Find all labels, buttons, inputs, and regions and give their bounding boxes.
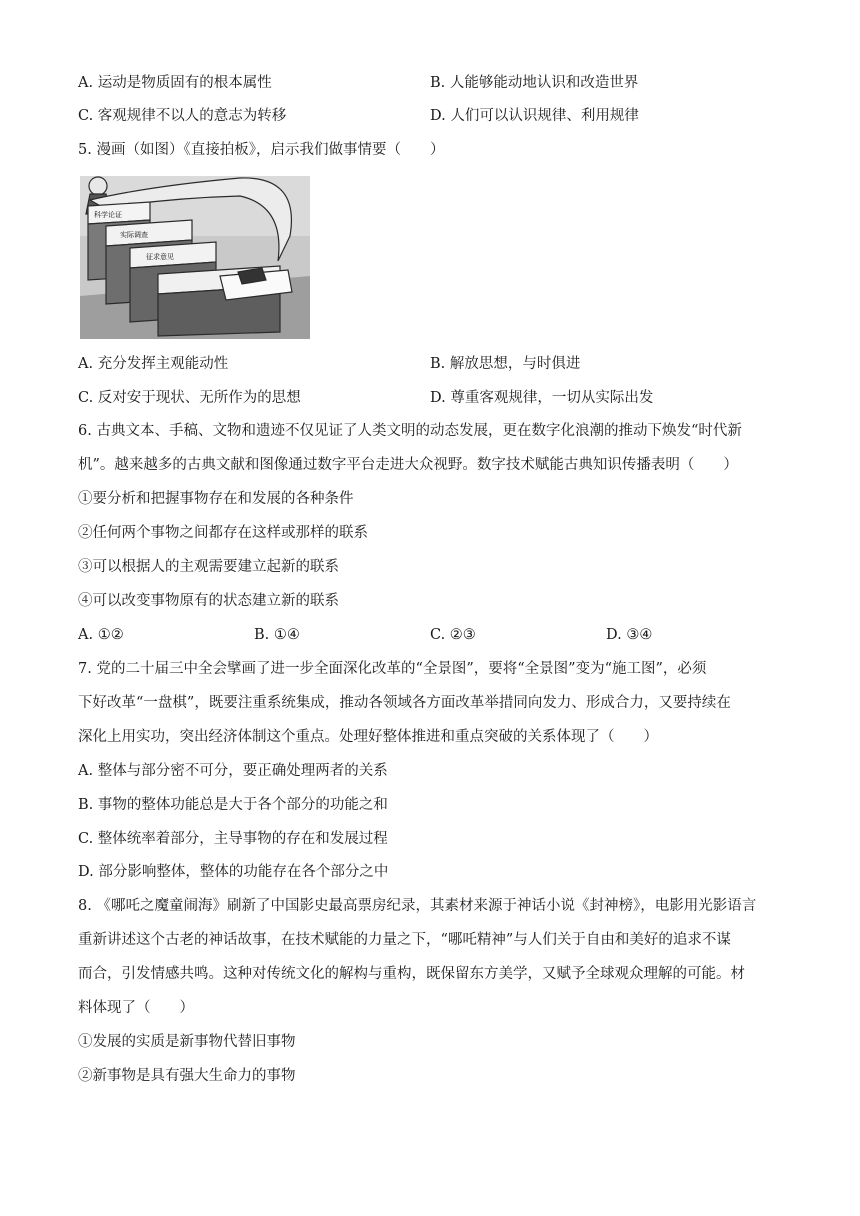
q4-option-a: A. 运动是物质固有的根本属性 [78,75,272,91]
q6-stem-line-2: 机”。越来越多的古典文献和图像通过数字平台走进大众视野。数字技术赋能古典知识传播表明（ ） [78,457,738,473]
q6-option-c: C. ②③ [430,627,476,643]
q4-option-c: C. 客观规律不以人的意志为转移 [78,108,287,124]
q5-option-a: A. 充分发挥主观能动性 [78,356,229,372]
q6-statement-4: ④可以改变事物原有的状态建立新的联系 [78,593,339,609]
q7-stem-line-3: 深化上用实功，突出经济体制这个重点。处理好整体推进和重点突破的关系体现了（ ） [78,729,658,745]
q8-stem-line-1: 8. 《哪吒之魔童闹海》刷新了中国影史最高票房纪录，其素材来源于神话小说《封神榜》，电影用光影语言 [78,898,757,914]
q6-options-row [78,625,778,645]
q7-stem-line-2: 下好改革“一盘棋”，既要注重系统集成，推动各领域各方面改革举措同向发力、形成合力，又要持续在 [78,695,731,711]
cartoon-label-3: 征求意见 [146,253,174,261]
q5-option-d: D. 尊重客观规律，一切从实际出发 [430,390,654,406]
q4-option-b: B. 人能够能动地认识和改造世界 [430,75,639,91]
q6-statement-3: ③可以根据人的主观需要建立起新的联系 [78,559,339,575]
q5-option-b: B. 解放思想，与时俱进 [430,356,581,372]
q8-stem-line-2: 重新讲述这个古老的神话故事，在技术赋能的力量之下，“哪吒精神”与人们关于自由和美好的追求不谋 [78,932,731,948]
q5-option-c: C. 反对安于现状、无所作为的思想 [78,390,301,406]
q8-statement-1: ①发展的实质是新事物代替旧事物 [78,1034,296,1050]
q8-statement-2: ②新事物是具有强大生命力的事物 [78,1068,296,1084]
q8-stem-line-4: 料体现了（ ） [78,1000,194,1016]
q6-statement-2: ②任何两个事物之间都存在这样或那样的联系 [78,525,368,541]
q4-option-d: D. 人们可以认识规律、利用规律 [430,108,639,124]
q8-stem-line-3: 而合，引发情感共鸣。这种对传统文化的解构与重构，既保留东方美学，又赋予全球观众理解的可能。材 [78,966,745,982]
q7-option-d: D. 部分影响整体，整体的功能存在各个部分之中 [78,864,389,880]
q6-option-a: A. ①② [78,627,124,643]
q6-statement-1: ①要分析和把握事物存在和发展的各种条件 [78,491,354,507]
q5-stem: 5. 漫画（如图）《直接拍板》，启示我们做事情要（ ） [78,142,445,158]
q5-cartoon-image [80,176,310,339]
q6-option-b: B. ①④ [254,627,300,643]
q6-option-d: D. ③④ [606,627,653,643]
q6-stem-line-1: 6. 古典文本、手稿、文物和遗迹不仅见证了人类文明的动态发展，更在数字化浪潮的推动下焕发“时代新 [78,423,742,439]
q7-option-a: A. 整体与部分密不可分，要正确处理两者的关系 [78,763,388,779]
cartoon-label-2: 实际调查 [120,231,148,239]
q7-option-b: B. 事物的整体功能总是大于各个部分的功能之和 [78,797,388,813]
q7-stem-line-1: 7. 党的二十届三中全会擘画了进一步全面深化改革的“全景图”，要将“全景图”变为“施工图”，必须 [78,661,707,677]
cartoon-label-1: 科学论证 [94,211,122,219]
q7-option-c: C. 整体统率着部分，主导事物的存在和发展过程 [78,831,388,847]
